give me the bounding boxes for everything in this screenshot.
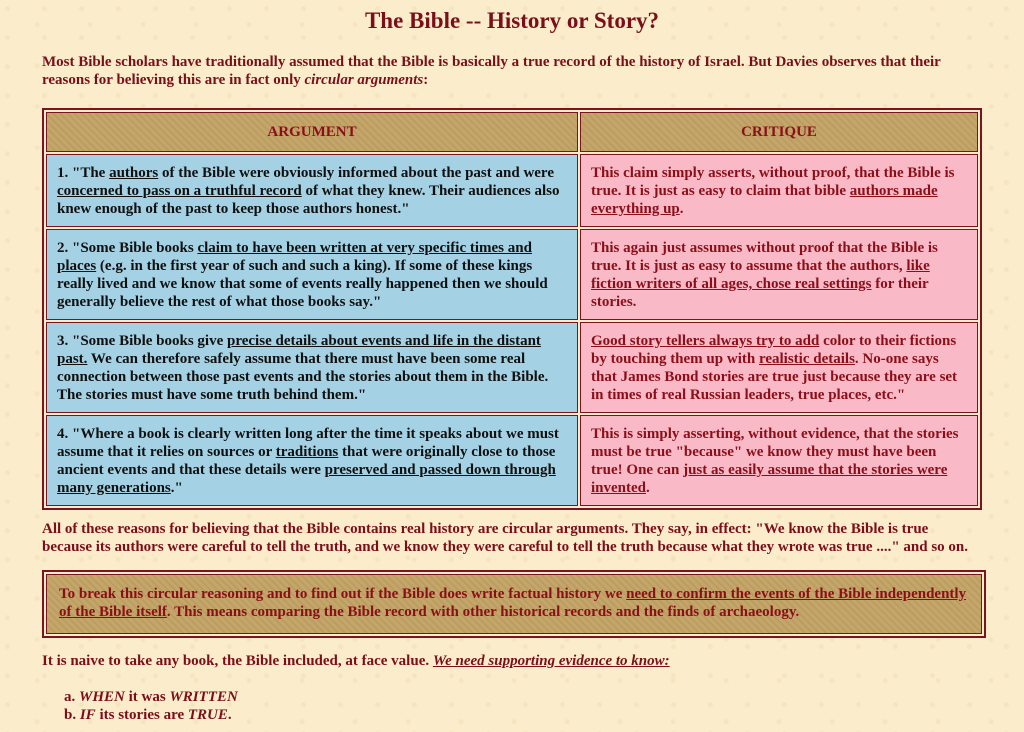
critique-underlined-text: just as easily assume that the stories were invented — [591, 462, 948, 496]
table-row — [46, 154, 978, 227]
critique-underlined-text: realistic details — [758, 351, 855, 367]
emphasis: TRUE — [187, 707, 228, 723]
callout-underlined-text: need to confirm the events of the Bible independently of the Bible itself — [59, 586, 967, 620]
summary-paragraph: All of these reasons for believing that the Bible contains real history are circular arguments. They say, in effect: "We know the Bible is true because its authors were careful to tell the truth, and we know they were careful to tell the truth because what they wrote was true ...." and so on. — [42, 521, 969, 555]
list-item: a. WHEN it was WRITTEN — [64, 689, 238, 705]
intro-emphasis: circular arguments — [304, 72, 424, 88]
argument-cell: 2. "Some Bible books claim to have been written at very specific times and places (e.g. in the first year of such and such a king). If some of these kings really lived and we know that some of events really happened then we should generally believe the rest of what those books say." — [46, 229, 578, 320]
argument-cell: 1. "The authors of the Bible were obviously informed about the past and were concerned to pass on a truthful record of what they knew. Their audiences also knew enough of the past to keep those authors honest." — [46, 154, 578, 227]
intro-paragraph — [42, 53, 982, 93]
naive-text: It is naive to take any book, the Bible included, at face value. — [42, 653, 433, 669]
argument-underlined-text: claim to have been written at very specific times and places — [57, 240, 532, 274]
critique-underlined-text: authors made everything up — [591, 183, 938, 217]
evidence-link[interactable]: We need supporting evidence to know: — [432, 653, 670, 669]
argument-underlined-text: precise details about events and life in the distant past. — [57, 333, 541, 367]
argument-cell: 3. "Some Bible books give precise details about events and life in the distant past. We can therefore safely assume that there must have been some real connection between those past events and the stories about them in the Bible. The stories must have some truth behind them." — [46, 322, 578, 413]
critique-cell: This again just assumes without proof that the Bible is true. It is just as easy to assume that the authors, like fiction writers of all ages, chose real settings for their stories. — [580, 229, 978, 320]
emphasis: WRITTEN — [169, 689, 238, 705]
table-row — [46, 229, 978, 320]
callout-box: To break this circular reasoning and to find out if the Bible does write factual history we need to confirm the events of the Bible independently of the Bible itself. This means comparing the Bible record with other historical records and the finds of archaeology. — [46, 574, 982, 634]
argument-underlined-text: preserved and passed down through many generations — [57, 462, 556, 496]
emphasis: IF — [79, 707, 96, 723]
table-header-row — [46, 112, 978, 152]
critique-cell: This is simply asserting, without evidence, that the stories must be true "because" we know they must have been true! One can just as easily assume that the stories were invented. — [580, 415, 978, 506]
intro-end: : — [423, 72, 429, 88]
argument-header: ARGUMENT — [46, 112, 578, 152]
critique-underlined-text: like fiction writers of all ages, chose real settings — [591, 258, 930, 292]
critique-cell: This claim simply asserts, without proof, that the Bible is true. It is just as easy to claim that bible authors made everything up. — [580, 154, 978, 227]
argument-cell: 4. "Where a book is clearly written long after the time it speaks about we must assume that it relies on sources or traditions that were originally close to those ancient events and that these details were preserved and passed down through many generations." — [46, 415, 578, 506]
argument-underlined-text: concerned to pass on a truthful record — [57, 183, 302, 199]
table-body — [46, 154, 978, 506]
critique-header: CRITIQUE — [580, 112, 978, 152]
naive-paragraph — [42, 652, 982, 670]
arguments-table — [42, 108, 982, 510]
table-row — [46, 322, 978, 413]
callout-frame — [42, 570, 986, 638]
page-title: The Bible -- History or Story? — [364, 8, 660, 33]
list-item: b. IF its stories are TRUE. — [64, 707, 232, 723]
emphasis: WHEN — [79, 689, 125, 705]
intro-text: Most Bible scholars have traditionally assumed that the Bible is basically a true record of the history of Israel. But Davies observes that their reasons for believing this are in fact only — [42, 54, 941, 88]
argument-underlined-text: traditions — [275, 444, 339, 460]
argument-underlined-text: authors — [109, 165, 159, 181]
table-row — [46, 415, 978, 506]
critique-underlined-text: Good story tellers always try to add — [591, 333, 820, 349]
critique-cell: Good story tellers always try to add color to their fictions by touching them up with realistic details. No-one says that James Bond stories are true just because they are set in times of real Russian leaders, true places, etc." — [580, 322, 978, 413]
needs-list — [64, 688, 982, 724]
